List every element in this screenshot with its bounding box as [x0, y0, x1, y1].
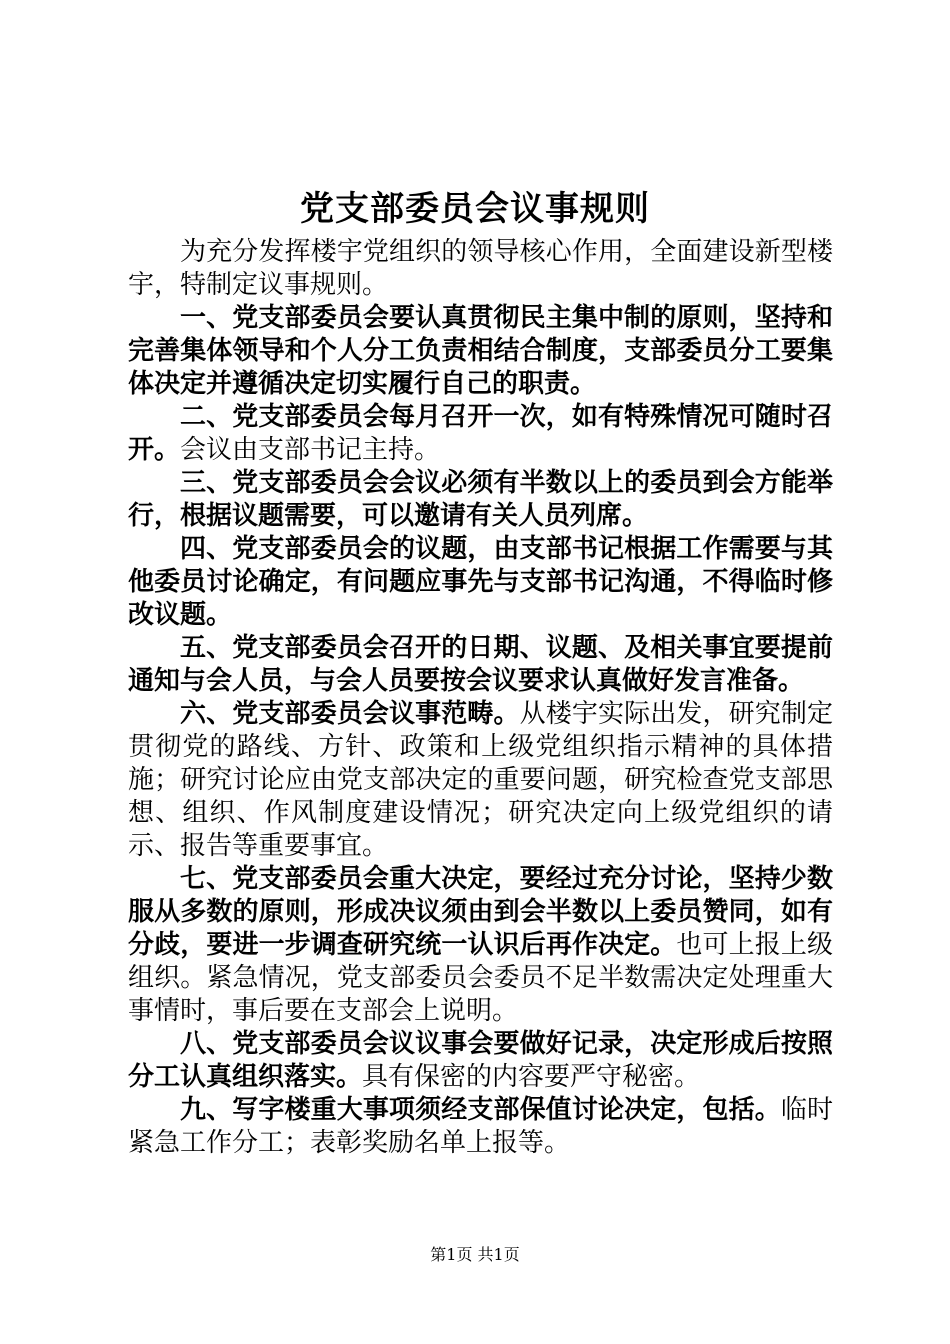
document-body: [128, 236, 833, 1160]
paragraph-bold-text: 五、党支部委员会召开的日期、议题、及相关事宜要提前通知与会人员，与会人员要按会议要求认真做好发言准备。: [128, 633, 833, 696]
paragraph-bold-text: 二、党支部委员会每月召开一次，如有特殊情况可随时召开。: [128, 402, 833, 465]
paragraph-4: [128, 533, 833, 632]
document-title: 党支部委员会议事规则: [300, 189, 650, 229]
paragraph-bold-text: 七、党支部委员会重大决定，要经过充分讨论，坚持少数服从多数的原则，形成决议须由到会半数以上委员赞同，如有分歧，要进一步调查研究统一认识后再作决定。: [128, 864, 833, 960]
paragraph-2: [128, 401, 833, 467]
paragraph-6: [128, 698, 833, 863]
paragraph-1: [128, 302, 833, 401]
paragraph-7: [128, 863, 833, 1028]
paragraph-text: 具有保密的内容要严守秘密。: [362, 1062, 701, 1092]
paragraph-bold-text: 四、党支部委员会的议题，由支部书记根据工作需要与其他委员讨论确定，有问题应事先与支部书记沟通，不得临时修改议题。: [128, 534, 833, 630]
page-footer: 第1页 共1页: [430, 1245, 520, 1264]
paragraph-bold-text: 九、写字楼重大事项须经支部保值讨论决定，包括。: [180, 1095, 781, 1125]
paragraph-text: 会议由支部书记主持。: [180, 435, 441, 465]
paragraph-bold-text: 三、党支部委员会会议必须有半数以上的委员到会方能举行，根据议题需要，可以邀请有关人员列席。: [128, 468, 833, 531]
paragraph-bold-text: 一、党支部委员会要认真贯彻民主集中制的原则，坚持和完善集体领导和个人分工负责相结合制度，支部委员分工要集体决定并遵循决定切实履行自己的职责。: [128, 303, 833, 399]
paragraph-text: 也可上报上级组织。紧急情况，党支部委员会委员不足半数需决定处理重大事情时，事后要在支部会上说明。: [128, 930, 833, 1026]
paragraph-text: 从楼宇实际出发，研究制定贯彻党的路线、方针、政策和上级党组织指示精神的具体措施；研究讨论应由党支部决定的重要问题，研究检查党支部思想、组织、作风制度建设情况；研究决定向上级党组织的请示、报告等重要事宜。: [128, 699, 833, 861]
paragraph-intro: [128, 236, 833, 302]
paragraph-3: [128, 467, 833, 533]
paragraph-8: [128, 1028, 833, 1094]
paragraph-text: 为充分发挥楼宇党组织的领导核心作用，全面建设新型楼宇，特制定议事规则。: [128, 237, 833, 300]
paragraph-text: 临时紧急工作分工；表彰奖励名单上报等。: [128, 1095, 833, 1158]
paragraph-5: [128, 632, 833, 698]
paragraph-9: [128, 1094, 833, 1160]
paragraph-bold-text: 六、党支部委员会议事范畴。: [180, 699, 520, 729]
paragraph-bold-text: 八、党支部委员会议议事会要做好记录，决定形成后按照分工认真组织落实。: [128, 1029, 833, 1092]
